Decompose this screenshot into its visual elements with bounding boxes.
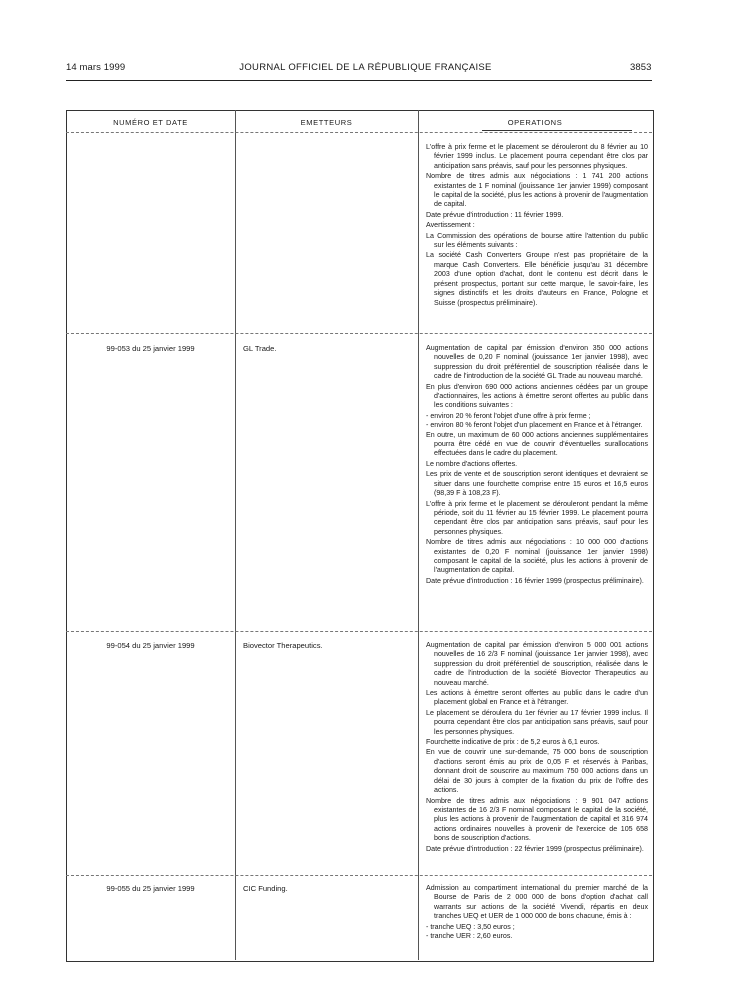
operations-paragraph: Date prévue d'introduction : 22 février 1999 (prospectus préliminaire). <box>426 844 644 853</box>
operations-paragraph: Le placement se déroulera du 1er février au 17 février 1999 inclus. Il pourra cependant être clos par anticipation sans préavis, sauf pour les personnes physiques. <box>426 708 648 736</box>
operations-paragraph: Les actions à émettre seront offertes au public dans le cadre d'un placement global en France et à l'étranger. <box>426 689 648 707</box>
operations-paragraph: Nombre de titres admis aux négociations : 10 000 000 d'actions existantes de 0,20 F nominal (jouissance 1er janvier 1998) composant le capital de la société, plus les actions à provenir de l'augmentation de capital. <box>426 538 648 575</box>
header-rule <box>66 80 652 81</box>
header-separator <box>66 132 652 133</box>
operations-paragraph: En plus d'environ 690 000 actions anciennes cédées par un groupe d'actionnaires, les actions à émettre seront offertes au public dans les conditions suivantes : <box>426 382 648 410</box>
operations-list-item: - environ 80 % feront l'objet d'un placement en France et à l'étranger. <box>426 421 643 430</box>
operations-paragraph: Date prévue d'introduction : 11 février 1999. <box>426 210 564 219</box>
operations-paragraph: Nombre de titres admis aux négociations : 9 901 047 actions existantes de 16 2/3 F nominal composant le capital de la société, plus les actions à provenir de l'augmentation de capital et 316 974 actions ordinaires nouvelles à provenir de l'exercice de 105 658 bons de souscription d'actions. <box>426 796 648 843</box>
page-number: 3853 <box>630 62 652 73</box>
operations-paragraph: En outre, un maximum de 60 000 actions anciennes supplémentaires pourra être cédé en vue de couvrir d'éventuelles surallocations effectuées dans le cadre du placement. <box>426 430 648 458</box>
row-number-date: 99-053 du 25 janvier 1999 <box>106 344 195 353</box>
operations-paragraph: La société Cash Converters Groupe n'est pas propriétaire de la marque Cash Converters. Elle bénéficie jusqu'au 31 décembre 2003 d'une option d'achat, dont le contenu est décrit dans le présent prospectus, portant sur cette marque, le savoir-faire, les signes distinctifs et les droits d'auteurs en France, Pologne et Suisse (prospectus préliminaire). <box>426 251 648 307</box>
operations-list-item: - tranche UER : 2,60 euros. <box>426 932 513 941</box>
row-issuer: CIC Funding. <box>243 884 288 893</box>
operations-paragraph: Nombre de titres admis aux négociations : 1 741 200 actions existantes de 1 F nominal (jouissance 1er janvier 1999) composant le capital de la société, plus les actions à provenir de l'augmentation de capital. <box>426 172 648 209</box>
operations-paragraph: Les prix de vente et de souscription seront identiques et devraient se situer dans une fourchette comprise entre 15 euros et 16,5 euros (98,39 F à 108,23 F). <box>426 470 648 498</box>
operations-paragraph: Admission au compartiment international du premier marché de la Bourse de Paris de 2 000 000 de bons d'option d'achat call warrants sur actions de la société Vivendi, répartis en deux tranches UEQ et UER de 1 000 000 de bons chacune, émis à : <box>426 884 648 921</box>
row-separator <box>66 875 652 876</box>
column-header-operations: OPERATIONS <box>507 118 563 127</box>
row-operations <box>426 344 648 587</box>
operations-header-underline <box>482 130 632 131</box>
row-issuer: Biovector Therapeutics. <box>243 641 323 650</box>
row-separator <box>66 333 652 334</box>
continuation-operations <box>426 143 648 309</box>
operations-paragraph: Le nombre d'actions offertes. <box>426 459 518 468</box>
operations-paragraph: Augmentation de capital par émission d'environ 5 000 001 actions nouvelles de 16 2/3 F nominal (jouissance 1er janvier 1998), avec suppression du droit préférentiel de souscription, réalisée dans le cadre de l'introduction de la société Biovector Therapeutics au nouveau marché. <box>426 641 648 687</box>
row-number-date: 99-055 du 25 janvier 1999 <box>106 884 195 893</box>
operations-list-item: - environ 20 % feront l'objet d'une offre à prix ferme ; <box>426 411 591 420</box>
column-header-issuer: EMETTEURS <box>300 118 353 127</box>
row-issuer: GL Trade. <box>243 344 277 353</box>
operations-paragraph: En vue de couvrir une sur-demande, 75 000 bons de souscription d'actions seront émis au prix de 0,05 F et réservés à Paribas, donnant droit de souscrire au maximum 750 000 actions dans un délai de 30 jours à compter de la fixation du prix de l'offre des actions. <box>426 748 648 795</box>
column-divider-1 <box>235 110 236 960</box>
row-number-date: 99-054 du 25 janvier 1999 <box>106 641 195 650</box>
operations-paragraph: L'offre à prix ferme et le placement se dérouleront pendant la même période, soit du 11 février au 15 février 1999. Le placement pourra cependant être clos par anticipation sans préavis, sauf pour les personnes physiques. <box>426 499 648 536</box>
operations-paragraph: Avertissement : <box>426 221 475 230</box>
row-separator <box>66 631 652 632</box>
operations-paragraph: La Commission des opérations de bourse attire l'attention du public sur les éléments suivants : <box>426 231 648 250</box>
header-date: 14 mars 1999 <box>66 62 126 73</box>
column-header-number: NUMÉRO ET DATE <box>113 118 188 127</box>
row-operations <box>426 641 648 855</box>
operations-paragraph: L'offre à prix ferme et le placement se dérouleront du 8 février au 10 février 1999 inclus. Le placement pourra cependant être clos par anticipation sans préavis, sauf pour les personnes physiques. <box>426 143 648 170</box>
journal-title: JOURNAL OFFICIEL DE LA RÉPUBLIQUE FRANÇAISE <box>239 62 492 73</box>
operations-paragraph: Fourchette indicative de prix : de 5,2 euros à 6,1 euros. <box>426 738 600 747</box>
operations-paragraph: Date prévue d'introduction : 16 février 1999 (prospectus préliminaire). <box>426 576 644 585</box>
row-operations <box>426 884 648 941</box>
operations-list-item: - tranche UEQ : 3,50 euros ; <box>426 922 515 931</box>
column-divider-2 <box>418 110 419 960</box>
operations-paragraph: Augmentation de capital par émission d'environ 350 000 actions nouvelles de 0,20 F nominal (jouissance 1er janvier 1998), avec suppression du droit préférentiel de souscription réalisée dans le cadre de l'introduction de la société GL Trade au nouveau marché. <box>426 344 648 381</box>
